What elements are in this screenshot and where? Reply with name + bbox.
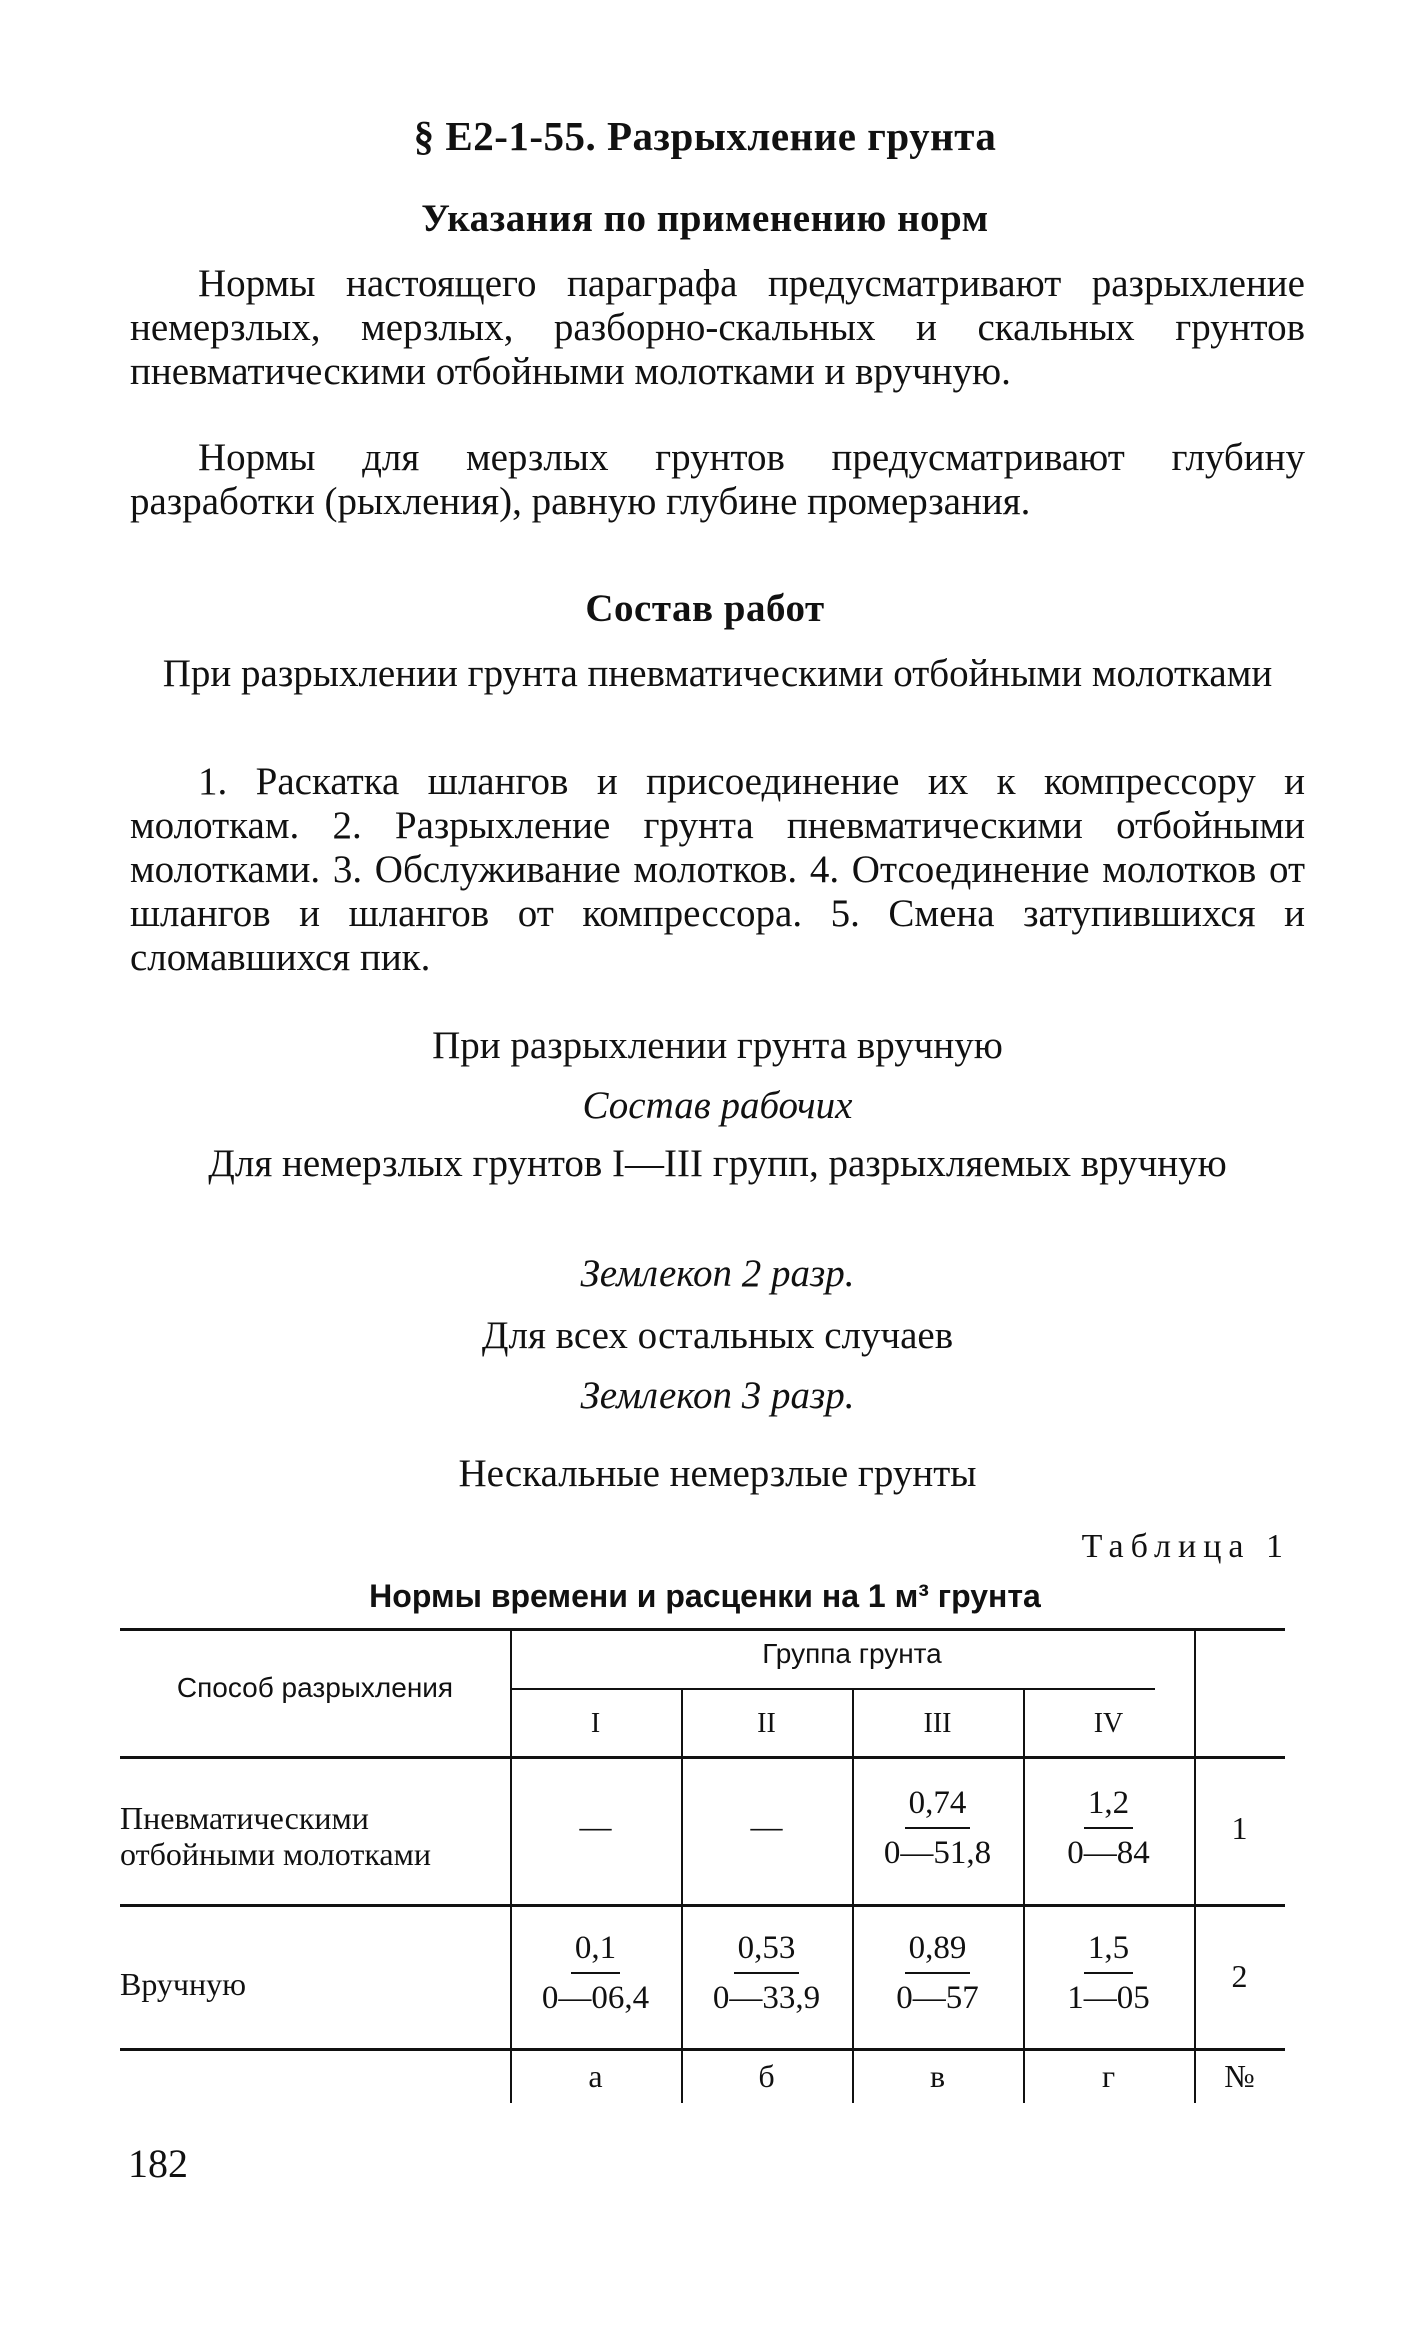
row-1-group-iv: [1023, 1783, 1194, 1873]
row-1-group-iv-time: 1,2: [1084, 1783, 1133, 1829]
norms-table: [120, 1628, 1285, 2103]
row-2-group-ii: [681, 1928, 852, 2018]
row-1-group-iii-time: 0,74: [905, 1783, 971, 1829]
pneumatic-steps: 1. Раскатка шлангов и присоединение их к компрессору и молоткам. 2. Разрыхление грунта пневматическими отбойными молотками. 3. Обслуживание молотков. 4. Отсоединение молотков от шлангов и шлангов от компрессора. 5. Смена затупившихся и сломавшихся пик.: [130, 760, 1305, 979]
page-number: 182: [128, 2141, 188, 2186]
row-2-group-i: [510, 1928, 681, 2018]
crew-worker-grade-2: Землекоп 2 разр.: [580, 1252, 855, 1295]
row-2-group-iii-time: 0,89: [905, 1928, 971, 1974]
crew-case-other: Для всех остальных случаев: [481, 1314, 954, 1357]
table-title: Нормы времени и расценки на 1 м³ грунта: [369, 1578, 1041, 1614]
col-divider-no: [1194, 1628, 1196, 2103]
row-2-group-iii: [852, 1928, 1023, 2018]
footer-letter-a: а: [588, 2058, 603, 2094]
row-2-group-ii-price: 0—33,9: [712, 1980, 821, 2016]
crew-worker-grade-3: Землекоп 3 разр.: [580, 1374, 855, 1417]
composition-heading: Состав работ: [585, 587, 825, 630]
col-divider-method: [510, 1628, 512, 2103]
footer-no-sign: №: [1224, 2058, 1255, 2094]
footer-letter-v: в: [929, 2058, 946, 2094]
col-divider-3: [1023, 1690, 1025, 2103]
paragraph-scope: Нормы настоящего параграфа предусматривают разрыхление немерзлых, мерзлых, разборно-скальных и скальных грунтов пневматическими отбойными молотками и вручную.: [130, 262, 1305, 393]
row-1-method: [120, 1800, 505, 1872]
footer-letter-b: б: [758, 2058, 775, 2094]
col-divider-1: [681, 1690, 683, 2103]
table-label: Таблица 1: [1081, 1528, 1290, 1565]
manual-heading: При разрыхлении грунта вручную: [432, 1024, 1003, 1067]
row-2-group-i-time: 0,1: [571, 1928, 620, 1974]
row-2-method: Вручную: [120, 1966, 247, 2002]
table-top-rule: [120, 1628, 1285, 1631]
group-header-rule: [510, 1688, 1155, 1690]
header-group-i: I: [590, 1708, 601, 1739]
row-1-group-iii: [852, 1783, 1023, 1873]
footer-letter-g: г: [1101, 2058, 1116, 2094]
header-group-iii: III: [923, 1708, 952, 1739]
row-1-bottom-rule: [120, 1904, 1285, 1907]
row-2-group-ii-time: 0,53: [734, 1928, 800, 1974]
row-1-method-text: Пневматическими отбойными молотками: [120, 1800, 431, 1872]
crew-case-unfrozen: Для немерзлых грунтов I—III групп, разрыхляемых вручную: [208, 1142, 1227, 1185]
row-2-no: 2: [1231, 1958, 1248, 1994]
instructions-heading: Указания по применению норм: [421, 197, 989, 240]
header-bottom-rule: [120, 1756, 1285, 1759]
row-2-bottom-rule: [120, 2048, 1285, 2051]
row-1-group-ii: —: [750, 1808, 783, 1844]
col-divider-2: [852, 1690, 854, 2103]
row-2-group-iv: [1023, 1928, 1194, 2018]
header-group-ii: II: [757, 1708, 776, 1739]
row-2-group-i-price: 0—06,4: [541, 1980, 650, 2016]
section-title: § Е2-1-55. Разрыхление грунта: [413, 113, 997, 159]
crew-heading: Состав рабочих: [582, 1084, 853, 1127]
soil-type-heading: Нескальные немерзлые грунты: [458, 1452, 977, 1495]
row-1-group-i: —: [579, 1808, 612, 1844]
header-method: Способ разрыхления: [176, 1672, 454, 1703]
row-2-group-iv-price: 1—05: [1067, 1980, 1150, 2016]
pneumatic-heading: При разрыхлении грунта пневматическими отбойными молотками: [162, 652, 1273, 695]
row-2-group-iv-time: 1,5: [1084, 1928, 1133, 1974]
row-1-no: 1: [1231, 1810, 1248, 1846]
row-2-group-iii-price: 0—57: [896, 1980, 979, 2016]
paragraph-frozen-depth: Нормы для мерзлых грунтов предусматривают глубину разработки (рыхления), равную глубине промерзания.: [130, 436, 1305, 523]
header-group: Группа грунта: [762, 1638, 942, 1669]
row-1-group-iv-price: 0—84: [1067, 1835, 1150, 1871]
header-group-iv: IV: [1093, 1708, 1124, 1739]
row-1-group-iii-price: 0—51,8: [883, 1835, 992, 1871]
